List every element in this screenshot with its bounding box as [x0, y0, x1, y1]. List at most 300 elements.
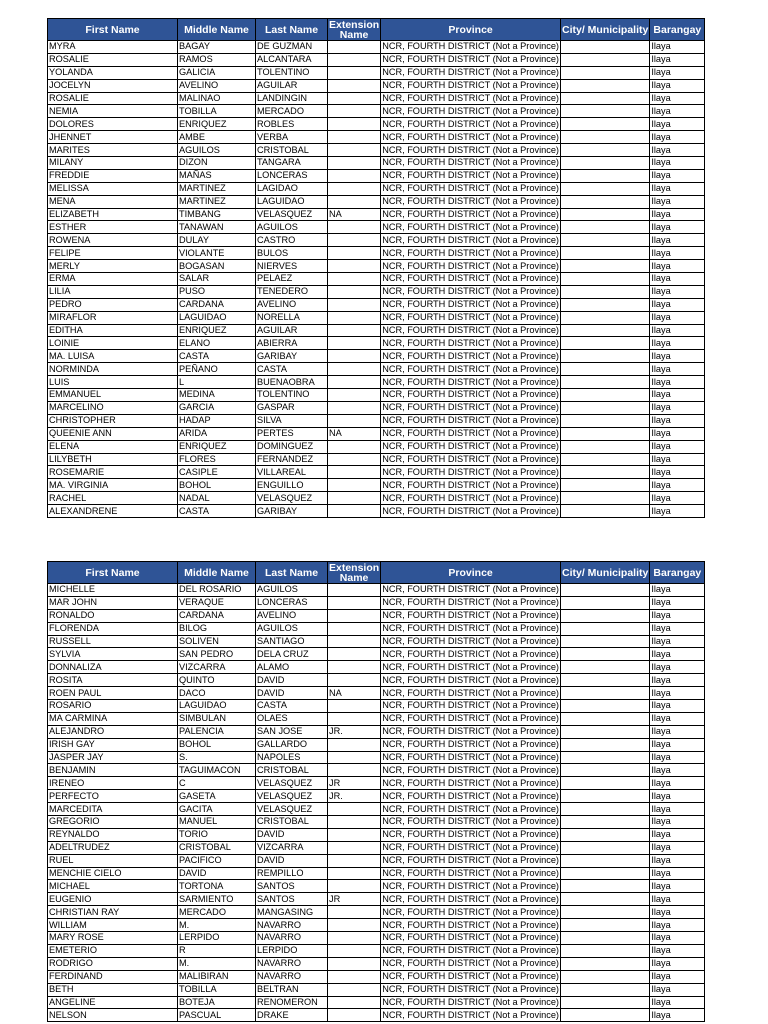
cell-middle-name: MERCADO: [178, 906, 256, 919]
table-row: [48, 337, 705, 350]
cell-province: NCR, FOURTH DISTRICT (Not a Province): [382, 674, 559, 685]
cell-province: NCR, FOURTH DISTRICT (Not a Province): [382, 906, 559, 917]
cell-barangay: Ilaya: [650, 584, 705, 597]
table-row: [48, 92, 705, 105]
cell-city-municipality: [560, 260, 649, 273]
cell-city-municipality: [560, 105, 649, 118]
cell-province: NCR, FOURTH DISTRICT (Not a Province): [382, 389, 559, 400]
cell-barangay: Ilaya: [650, 427, 705, 440]
cell-last-name: LONCERAS: [256, 596, 328, 609]
cell-extension-name: [328, 816, 381, 829]
cell-middle-name: NADAL: [178, 492, 256, 505]
cell-province: NCR, FOURTH DISTRICT (Not a Province): [382, 636, 559, 646]
cell-extension-name: [328, 803, 381, 816]
cell-middle-name: BILOG: [178, 622, 256, 635]
header-last-name: Last Name: [256, 562, 328, 584]
cell-last-name: VELASQUEZ: [256, 803, 328, 816]
cell-first-name: EMMANUEL: [48, 389, 178, 402]
cell-first-name: EMETERIO: [48, 944, 178, 957]
cell-province: NCR, FOURTH DISTRICT (Not a Province): [382, 1009, 559, 1020]
cell-last-name: LONCERAS: [256, 169, 328, 182]
cell-province: NCR, FOURTH DISTRICT (Not a Province): [382, 428, 559, 439]
cell-barangay: Ilaya: [650, 687, 705, 700]
cell-middle-name: BOHOL: [178, 479, 256, 492]
cell-city-municipality: [560, 92, 649, 105]
cell-middle-name: BAGAY: [178, 41, 256, 54]
cell-last-name: CRISTOBAL: [256, 816, 328, 829]
cell-last-name: BULOS: [256, 247, 328, 260]
cell-last-name: CRISTOBAL: [256, 764, 328, 777]
cell-barangay: Ilaya: [650, 996, 705, 1009]
cell-middle-name: FLORES: [178, 453, 256, 466]
header-city-municipality: City/ Municipality: [560, 19, 649, 41]
table-row: [48, 841, 705, 854]
cell-province: NCR, FOURTH DISTRICT (Not a Province): [382, 170, 559, 181]
cell-province: NCR, FOURTH DISTRICT (Not a Province): [382, 842, 559, 853]
cell-first-name: MARCELINO: [48, 401, 178, 414]
cell-middle-name: PALENCIA: [178, 725, 256, 738]
cell-last-name: SILVA: [256, 414, 328, 427]
table-row: [48, 996, 705, 1009]
cell-last-name: DRAKE: [256, 1009, 328, 1022]
table-row: [48, 803, 705, 816]
cell-barangay: Ilaya: [650, 661, 705, 674]
cell-first-name: MERLY: [48, 260, 178, 273]
table-row: [48, 285, 705, 298]
cell-barangay: Ilaya: [650, 195, 705, 208]
cell-first-name: MENA: [48, 195, 178, 208]
cell-extension-name: [328, 661, 381, 674]
cell-last-name: VERBA: [256, 131, 328, 144]
cell-last-name: ENGUILLO: [256, 479, 328, 492]
cell-first-name: WILLIAM: [48, 919, 178, 932]
cell-extension-name: [328, 880, 381, 893]
cell-province: NCR, FOURTH DISTRICT (Not a Province): [382, 118, 559, 129]
cell-city-municipality: [560, 648, 649, 661]
cell-first-name: MA CARMINA: [48, 712, 178, 725]
cell-province: NCR, FOURTH DISTRICT (Not a Province): [382, 415, 559, 426]
cell-city-municipality: [560, 440, 649, 453]
cell-province: NCR, FOURTH DISTRICT (Not a Province): [382, 105, 559, 116]
cell-first-name: MENCHIE CIELO: [48, 867, 178, 880]
cell-province: NCR, FOURTH DISTRICT (Not a Province): [382, 479, 559, 490]
cell-last-name: NAPOLES: [256, 751, 328, 764]
cell-last-name: ALAMO: [256, 661, 328, 674]
cell-city-municipality: [560, 376, 649, 389]
cell-city-municipality: [560, 182, 649, 195]
cell-first-name: FELIPE: [48, 247, 178, 260]
cell-extension-name: [328, 298, 381, 311]
cell-city-municipality: [560, 350, 649, 363]
cell-barangay: Ilaya: [650, 622, 705, 635]
cell-first-name: RONALDO: [48, 609, 178, 622]
cell-city-municipality: [560, 725, 649, 738]
cell-extension-name: NA: [328, 427, 381, 440]
cell-extension-name: [328, 105, 381, 118]
cell-province: NCR, FOURTH DISTRICT (Not a Province): [382, 790, 559, 801]
header-barangay: Barangay: [650, 562, 705, 584]
cell-extension-name: [328, 311, 381, 324]
cell-middle-name: CRISTOBAL: [178, 841, 256, 854]
cell-first-name: JHENNET: [48, 131, 178, 144]
table-row: [48, 906, 705, 919]
cell-province: NCR, FOURTH DISTRICT (Not a Province): [382, 584, 559, 595]
cell-province: NCR, FOURTH DISTRICT (Not a Province): [382, 67, 559, 78]
cell-first-name: ANGELINE: [48, 996, 178, 1009]
cell-city-municipality: [560, 79, 649, 92]
header-extension-name: Extension Name: [329, 18, 380, 41]
cell-province: NCR, FOURTH DISTRICT (Not a Province): [382, 441, 559, 452]
cell-city-municipality: [560, 803, 649, 816]
table-row: [48, 389, 705, 402]
table-row: [48, 983, 705, 996]
cell-extension-name: [328, 932, 381, 945]
cell-province: NCR, FOURTH DISTRICT (Not a Province): [382, 312, 559, 323]
table-row: [48, 725, 705, 738]
table-row: [48, 79, 705, 92]
cell-barangay: Ilaya: [650, 118, 705, 131]
cell-extension-name: [328, 363, 381, 376]
cell-barangay: Ilaya: [650, 350, 705, 363]
cell-middle-name: MEDINA: [178, 389, 256, 402]
cell-city-municipality: [560, 712, 649, 725]
cell-last-name: OLAES: [256, 712, 328, 725]
table-row: [48, 751, 705, 764]
cell-barangay: Ilaya: [650, 906, 705, 919]
cell-extension-name: JR: [328, 893, 381, 906]
cell-last-name: SANTOS: [256, 893, 328, 906]
cell-middle-name: DULAY: [178, 234, 256, 247]
cell-middle-name: DIZON: [178, 157, 256, 170]
cell-province: NCR, FOURTH DISTRICT (Not a Province): [382, 157, 559, 168]
cell-city-municipality: [560, 389, 649, 402]
cell-barangay: Ilaya: [650, 79, 705, 92]
cell-city-municipality: [560, 363, 649, 376]
cell-last-name: FERNANDEZ: [256, 453, 328, 466]
cell-province: NCR, FOURTH DISTRICT (Not a Province): [382, 726, 559, 737]
cell-province: NCR, FOURTH DISTRICT (Not a Province): [382, 661, 559, 672]
cell-last-name: GARIBAY: [256, 350, 328, 363]
cell-extension-name: [328, 492, 381, 505]
cell-barangay: Ilaya: [650, 157, 705, 170]
table-row: [48, 919, 705, 932]
cell-barangay: Ilaya: [650, 363, 705, 376]
cell-barangay: Ilaya: [650, 596, 705, 609]
cell-extension-name: [328, 944, 381, 957]
cell-first-name: NELSON: [48, 1009, 178, 1022]
cell-middle-name: L: [178, 376, 256, 389]
table-row: [48, 479, 705, 492]
cell-first-name: ERMA: [48, 273, 178, 286]
cell-middle-name: DACO: [178, 687, 256, 700]
cell-barangay: Ilaya: [650, 41, 705, 54]
cell-last-name: TOLENTINO: [256, 66, 328, 79]
table-row: [48, 311, 705, 324]
cell-first-name: IRISH GAY: [48, 738, 178, 751]
cell-extension-name: [328, 169, 381, 182]
cell-city-municipality: [560, 674, 649, 687]
cell-middle-name: AVELINO: [178, 79, 256, 92]
cell-middle-name: SOLIVEN: [178, 635, 256, 648]
cell-first-name: MA. VIRGINIA: [48, 479, 178, 492]
table-row: [48, 273, 705, 286]
cell-extension-name: [328, 957, 381, 970]
cell-barangay: Ilaya: [650, 169, 705, 182]
cell-barangay: Ilaya: [650, 182, 705, 195]
cell-province: NCR, FOURTH DISTRICT (Not a Province): [382, 803, 559, 814]
cell-city-municipality: [560, 311, 649, 324]
cell-first-name: ROEN PAUL: [48, 687, 178, 700]
cell-first-name: BETH: [48, 983, 178, 996]
table-row: [48, 893, 705, 906]
cell-extension-name: [328, 622, 381, 635]
table-row: [48, 260, 705, 273]
cell-extension-name: [328, 635, 381, 648]
cell-barangay: Ilaya: [650, 453, 705, 466]
cell-last-name: ALCANTARA: [256, 53, 328, 66]
cell-middle-name: PUSO: [178, 285, 256, 298]
table-row: [48, 854, 705, 867]
cell-province: NCR, FOURTH DISTRICT (Not a Province): [382, 209, 559, 220]
cell-first-name: NEMIA: [48, 105, 178, 118]
table-row: [48, 957, 705, 970]
cell-barangay: Ilaya: [650, 816, 705, 829]
cell-province: NCR, FOURTH DISTRICT (Not a Province): [382, 816, 559, 827]
cell-extension-name: [328, 906, 381, 919]
cell-last-name: BELTRAN: [256, 983, 328, 996]
cell-middle-name: GACITA: [178, 803, 256, 816]
cell-extension-name: [328, 854, 381, 867]
cell-middle-name: AMBE: [178, 131, 256, 144]
cell-last-name: MANGASING: [256, 906, 328, 919]
cell-middle-name: SIMBULAN: [178, 712, 256, 725]
cell-last-name: VELASQUEZ: [256, 777, 328, 790]
cell-middle-name: LAGUIDAO: [178, 700, 256, 713]
cell-middle-name: CARDANA: [178, 298, 256, 311]
cell-extension-name: [328, 221, 381, 234]
cell-extension-name: [328, 700, 381, 713]
cell-first-name: ROSARIO: [48, 700, 178, 713]
table-row: [48, 157, 705, 170]
header-barangay: Barangay: [650, 19, 705, 41]
cell-last-name: TENEDERO: [256, 285, 328, 298]
cell-extension-name: [328, 285, 381, 298]
cell-last-name: DOMINGUEZ: [256, 440, 328, 453]
cell-city-municipality: [560, 1009, 649, 1022]
cell-province: NCR, FOURTH DISTRICT (Not a Province): [382, 363, 559, 374]
cell-last-name: GASPAR: [256, 401, 328, 414]
cell-middle-name: LERPIDO: [178, 932, 256, 945]
cell-city-municipality: [560, 169, 649, 182]
cell-city-municipality: [560, 622, 649, 635]
cell-barangay: Ilaya: [650, 648, 705, 661]
cell-last-name: CRISTOBAL: [256, 144, 328, 157]
table-row: [48, 738, 705, 751]
cell-extension-name: [328, 738, 381, 751]
cell-extension-name: [328, 195, 381, 208]
cell-province: NCR, FOURTH DISTRICT (Not a Province): [382, 273, 559, 284]
cell-middle-name: CASTA: [178, 505, 256, 518]
cell-last-name: CASTRO: [256, 234, 328, 247]
cell-last-name: GALLARDO: [256, 738, 328, 751]
cell-middle-name: HADAP: [178, 414, 256, 427]
cell-barangay: Ilaya: [650, 298, 705, 311]
cell-middle-name: AGUILOS: [178, 144, 256, 157]
cell-last-name: SAN JOSE: [256, 725, 328, 738]
cell-city-municipality: [560, 661, 649, 674]
cell-city-municipality: [560, 790, 649, 803]
cell-middle-name: BOGASAN: [178, 260, 256, 273]
table-row: [48, 674, 705, 687]
cell-city-municipality: [560, 53, 649, 66]
cell-first-name: CHRISTIAN RAY: [48, 906, 178, 919]
cell-extension-name: [328, 79, 381, 92]
cell-city-municipality: [560, 337, 649, 350]
cell-province: NCR, FOURTH DISTRICT (Not a Province): [382, 597, 559, 608]
cell-province: NCR, FOURTH DISTRICT (Not a Province): [382, 54, 559, 65]
cell-middle-name: DEL ROSARIO: [178, 584, 256, 597]
cell-province: NCR, FOURTH DISTRICT (Not a Province): [382, 505, 559, 516]
table-row: [48, 118, 705, 131]
cell-province: NCR, FOURTH DISTRICT (Not a Province): [382, 971, 559, 982]
cell-barangay: Ilaya: [650, 324, 705, 337]
table-row: [48, 221, 705, 234]
cell-extension-name: [328, 648, 381, 661]
cell-last-name: VELASQUEZ: [256, 790, 328, 803]
cell-last-name: VILLAREAL: [256, 466, 328, 479]
cell-last-name: ABIERRA: [256, 337, 328, 350]
cell-province: NCR, FOURTH DISTRICT (Not a Province): [382, 286, 559, 297]
cell-extension-name: [328, 764, 381, 777]
cell-last-name: GARIBAY: [256, 505, 328, 518]
cell-middle-name: M.: [178, 957, 256, 970]
cell-province: NCR, FOURTH DISTRICT (Not a Province): [382, 41, 559, 52]
cell-province: NCR, FOURTH DISTRICT (Not a Province): [382, 880, 559, 891]
table-row: [48, 105, 705, 118]
cell-middle-name: RAMOS: [178, 53, 256, 66]
cell-last-name: REMPILLO: [256, 867, 328, 880]
cell-extension-name: [328, 118, 381, 131]
table-row: [48, 41, 705, 54]
cell-city-municipality: [560, 298, 649, 311]
cell-city-municipality: [560, 777, 649, 790]
table-row: [48, 182, 705, 195]
cell-extension-name: [328, 414, 381, 427]
cell-province: NCR, FOURTH DISTRICT (Not a Province): [382, 221, 559, 232]
cell-first-name: RACHEL: [48, 492, 178, 505]
cell-last-name: LAGUIDAO: [256, 195, 328, 208]
cell-city-municipality: [560, 957, 649, 970]
cell-first-name: FLORENDA: [48, 622, 178, 635]
cell-first-name: JOCELYN: [48, 79, 178, 92]
header-middle-name: Middle Name: [178, 19, 256, 41]
cell-last-name: ROBLES: [256, 118, 328, 131]
cell-province: NCR, FOURTH DISTRICT (Not a Province): [382, 453, 559, 464]
cell-first-name: PEDRO: [48, 298, 178, 311]
cell-first-name: MILANY: [48, 157, 178, 170]
cell-barangay: Ilaya: [650, 957, 705, 970]
cell-extension-name: [328, 401, 381, 414]
cell-extension-name: [328, 324, 381, 337]
cell-last-name: DE GUZMAN: [256, 41, 328, 54]
cell-province: NCR, FOURTH DISTRICT (Not a Province): [382, 829, 559, 840]
cell-first-name: NORMINDA: [48, 363, 178, 376]
cell-barangay: Ilaya: [650, 790, 705, 803]
cell-middle-name: TORTONA: [178, 880, 256, 893]
cell-first-name: FREDDIE: [48, 169, 178, 182]
cell-middle-name: TIMBANG: [178, 208, 256, 221]
cell-province: NCR, FOURTH DISTRICT (Not a Province): [382, 752, 559, 763]
cell-first-name: DOLORES: [48, 118, 178, 131]
cell-middle-name: QUINTO: [178, 674, 256, 687]
cell-province: NCR, FOURTH DISTRICT (Not a Province): [382, 260, 559, 271]
cell-middle-name: ENRIQUEZ: [178, 440, 256, 453]
cell-last-name: LANDINGIN: [256, 92, 328, 105]
table-row: [48, 427, 705, 440]
cell-middle-name: VIOLANTE: [178, 247, 256, 260]
cell-province: NCR, FOURTH DISTRICT (Not a Province): [382, 932, 559, 943]
cell-extension-name: [328, 182, 381, 195]
header-province: Province: [381, 19, 561, 41]
cell-last-name: AGUILAR: [256, 79, 328, 92]
table-row: [48, 622, 705, 635]
cell-first-name: RUSSELL: [48, 635, 178, 648]
cell-province: NCR, FOURTH DISTRICT (Not a Province): [382, 196, 559, 207]
cell-city-municipality: [560, 479, 649, 492]
cell-middle-name: R: [178, 944, 256, 957]
cell-city-municipality: [560, 828, 649, 841]
table-row: [48, 376, 705, 389]
cell-middle-name: BOTEJA: [178, 996, 256, 1009]
cell-province: NCR, FOURTH DISTRICT (Not a Province): [382, 945, 559, 956]
table-row: [48, 790, 705, 803]
cell-last-name: NIERVES: [256, 260, 328, 273]
cell-barangay: Ilaya: [650, 53, 705, 66]
cell-province: NCR, FOURTH DISTRICT (Not a Province): [382, 764, 559, 775]
table-row: [48, 53, 705, 66]
cell-barangay: Ilaya: [650, 828, 705, 841]
cell-province: NCR, FOURTH DISTRICT (Not a Province): [382, 350, 559, 361]
cell-last-name: BUENAOBRA: [256, 376, 328, 389]
cell-middle-name: MALINAO: [178, 92, 256, 105]
cell-first-name: IRENEO: [48, 777, 178, 790]
cell-city-municipality: [560, 919, 649, 932]
cell-extension-name: [328, 440, 381, 453]
cell-last-name: DAVID: [256, 854, 328, 867]
cell-barangay: Ilaya: [650, 311, 705, 324]
cell-middle-name: SAN PEDRO: [178, 648, 256, 661]
cell-last-name: NAVARRO: [256, 932, 328, 945]
cell-extension-name: [328, 867, 381, 880]
cell-middle-name: TOBILLA: [178, 983, 256, 996]
table-row: [48, 944, 705, 957]
cell-last-name: DAVID: [256, 828, 328, 841]
cell-middle-name: C: [178, 777, 256, 790]
cell-barangay: Ilaya: [650, 983, 705, 996]
cell-city-municipality: [560, 841, 649, 854]
cell-extension-name: JR.: [328, 725, 381, 738]
cell-barangay: Ilaya: [650, 105, 705, 118]
cell-middle-name: MANUEL: [178, 816, 256, 829]
cell-extension-name: [328, 376, 381, 389]
cell-province: NCR, FOURTH DISTRICT (Not a Province): [382, 996, 559, 1007]
cell-extension-name: [328, 596, 381, 609]
table-row: [48, 414, 705, 427]
cell-barangay: Ilaya: [650, 92, 705, 105]
cell-barangay: Ilaya: [650, 1009, 705, 1022]
table-row: [48, 66, 705, 79]
cell-last-name: VELASQUEZ: [256, 208, 328, 221]
